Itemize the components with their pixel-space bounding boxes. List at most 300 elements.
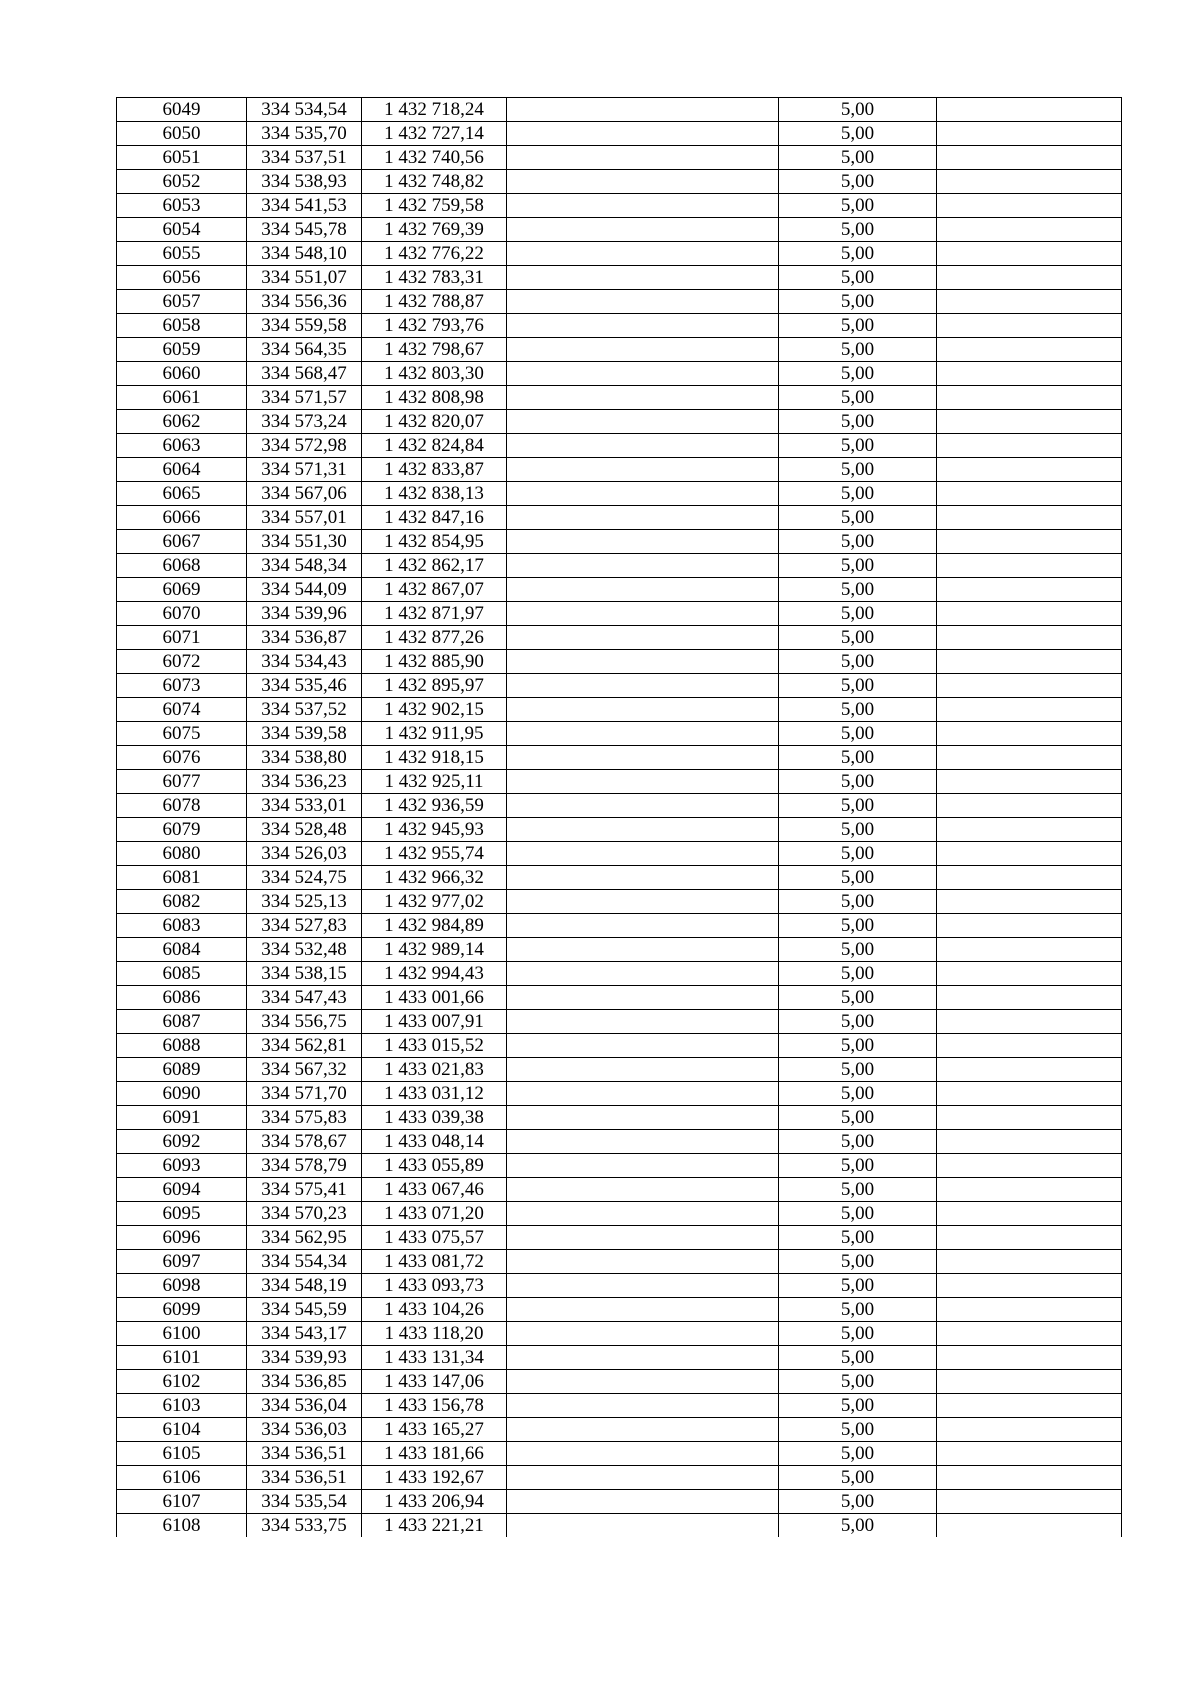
note-cell (937, 290, 1122, 314)
accuracy-cell: 5,00 (779, 722, 937, 746)
y-coordinate-cell: 1 432 925,11 (362, 770, 507, 794)
y-coordinate-cell: 1 432 824,84 (362, 434, 507, 458)
y-coordinate-cell: 1 432 854,95 (362, 530, 507, 554)
y-coordinate-cell: 1 433 075,57 (362, 1226, 507, 1250)
point-number-cell: 6057 (117, 290, 247, 314)
table-row (117, 530, 1122, 554)
table-row (117, 1346, 1122, 1370)
table-row (117, 746, 1122, 770)
table-row (117, 1418, 1122, 1442)
accuracy-cell: 5,00 (779, 1130, 937, 1154)
point-number-cell: 6098 (117, 1274, 247, 1298)
table-row (117, 890, 1122, 914)
blank-cell (507, 722, 779, 746)
note-cell (937, 674, 1122, 698)
accuracy-cell: 5,00 (779, 1346, 937, 1370)
x-coordinate-cell: 334 578,79 (247, 1154, 362, 1178)
blank-cell (507, 338, 779, 362)
note-cell (937, 146, 1122, 170)
accuracy-cell: 5,00 (779, 434, 937, 458)
note-cell (937, 938, 1122, 962)
table-row (117, 962, 1122, 986)
point-number-cell: 6087 (117, 1010, 247, 1034)
accuracy-cell: 5,00 (779, 218, 937, 242)
point-number-cell: 6069 (117, 578, 247, 602)
blank-cell (507, 434, 779, 458)
blank-cell (507, 1130, 779, 1154)
note-cell (937, 698, 1122, 722)
table-row (117, 170, 1122, 194)
x-coordinate-cell: 334 539,93 (247, 1346, 362, 1370)
note-cell (937, 362, 1122, 386)
table-row (117, 1514, 1122, 1538)
point-number-cell: 6053 (117, 194, 247, 218)
point-number-cell: 6102 (117, 1370, 247, 1394)
note-cell (937, 122, 1122, 146)
table-row (117, 1082, 1122, 1106)
accuracy-cell: 5,00 (779, 794, 937, 818)
table-row (117, 914, 1122, 938)
x-coordinate-cell: 334 527,83 (247, 914, 362, 938)
accuracy-cell: 5,00 (779, 242, 937, 266)
x-coordinate-cell: 334 534,43 (247, 650, 362, 674)
table-row (117, 938, 1122, 962)
point-number-cell: 6088 (117, 1034, 247, 1058)
accuracy-cell: 5,00 (779, 1202, 937, 1226)
blank-cell (507, 242, 779, 266)
blank-cell (507, 122, 779, 146)
blank-cell (507, 314, 779, 338)
x-coordinate-cell: 334 539,58 (247, 722, 362, 746)
accuracy-cell: 5,00 (779, 1442, 937, 1466)
table-row (117, 602, 1122, 626)
blank-cell (507, 266, 779, 290)
y-coordinate-cell: 1 432 838,13 (362, 482, 507, 506)
accuracy-cell: 5,00 (779, 1082, 937, 1106)
point-number-cell: 6107 (117, 1490, 247, 1514)
accuracy-cell: 5,00 (779, 938, 937, 962)
x-coordinate-cell: 334 567,06 (247, 482, 362, 506)
accuracy-cell: 5,00 (779, 602, 937, 626)
accuracy-cell: 5,00 (779, 674, 937, 698)
point-number-cell: 6077 (117, 770, 247, 794)
note-cell (937, 1130, 1122, 1154)
note-cell (937, 1034, 1122, 1058)
blank-cell (507, 458, 779, 482)
x-coordinate-cell: 334 548,34 (247, 554, 362, 578)
point-number-cell: 6061 (117, 386, 247, 410)
y-coordinate-cell: 1 432 895,97 (362, 674, 507, 698)
note-cell (937, 170, 1122, 194)
table-row (117, 698, 1122, 722)
accuracy-cell: 5,00 (779, 914, 937, 938)
x-coordinate-cell: 334 526,03 (247, 842, 362, 866)
accuracy-cell: 5,00 (779, 890, 937, 914)
accuracy-cell: 5,00 (779, 554, 937, 578)
x-coordinate-cell: 334 559,58 (247, 314, 362, 338)
x-coordinate-cell: 334 528,48 (247, 818, 362, 842)
y-coordinate-cell: 1 432 871,97 (362, 602, 507, 626)
y-coordinate-cell: 1 433 181,66 (362, 1442, 507, 1466)
note-cell (937, 866, 1122, 890)
blank-cell (507, 410, 779, 434)
point-number-cell: 6050 (117, 122, 247, 146)
accuracy-cell: 5,00 (779, 1298, 937, 1322)
table-row (117, 314, 1122, 338)
y-coordinate-cell: 1 433 081,72 (362, 1250, 507, 1274)
accuracy-cell: 5,00 (779, 1274, 937, 1298)
blank-cell (507, 482, 779, 506)
note-cell (937, 194, 1122, 218)
y-coordinate-cell: 1 433 015,52 (362, 1034, 507, 1058)
y-coordinate-cell: 1 432 727,14 (362, 122, 507, 146)
blank-cell (507, 1274, 779, 1298)
note-cell (937, 1250, 1122, 1274)
x-coordinate-cell: 334 571,31 (247, 458, 362, 482)
x-coordinate-cell: 334 536,03 (247, 1418, 362, 1442)
blank-cell (507, 170, 779, 194)
accuracy-cell: 5,00 (779, 1370, 937, 1394)
table-row (117, 266, 1122, 290)
point-number-cell: 6054 (117, 218, 247, 242)
y-coordinate-cell: 1 432 955,74 (362, 842, 507, 866)
accuracy-cell: 5,00 (779, 458, 937, 482)
y-coordinate-cell: 1 432 867,07 (362, 578, 507, 602)
x-coordinate-cell: 334 525,13 (247, 890, 362, 914)
blank-cell (507, 1370, 779, 1394)
blank-cell (507, 290, 779, 314)
note-cell (937, 1178, 1122, 1202)
accuracy-cell: 5,00 (779, 266, 937, 290)
point-number-cell: 6099 (117, 1298, 247, 1322)
note-cell (937, 1274, 1122, 1298)
table-row (117, 1178, 1122, 1202)
y-coordinate-cell: 1 432 984,89 (362, 914, 507, 938)
table-row (117, 650, 1122, 674)
point-number-cell: 6070 (117, 602, 247, 626)
x-coordinate-cell: 334 547,43 (247, 986, 362, 1010)
x-coordinate-cell: 334 538,15 (247, 962, 362, 986)
table-row (117, 818, 1122, 842)
point-number-cell: 6072 (117, 650, 247, 674)
blank-cell (507, 746, 779, 770)
x-coordinate-cell: 334 544,09 (247, 578, 362, 602)
table-row (117, 386, 1122, 410)
y-coordinate-cell: 1 432 820,07 (362, 410, 507, 434)
y-coordinate-cell: 1 432 994,43 (362, 962, 507, 986)
blank-cell (507, 1058, 779, 1082)
table-row (117, 1226, 1122, 1250)
note-cell (937, 1298, 1122, 1322)
point-number-cell: 6065 (117, 482, 247, 506)
note-cell (937, 506, 1122, 530)
point-number-cell: 6093 (117, 1154, 247, 1178)
blank-cell (507, 602, 779, 626)
y-coordinate-cell: 1 433 104,26 (362, 1298, 507, 1322)
point-number-cell: 6104 (117, 1418, 247, 1442)
x-coordinate-cell: 334 536,23 (247, 770, 362, 794)
blank-cell (507, 1082, 779, 1106)
blank-cell (507, 794, 779, 818)
accuracy-cell: 5,00 (779, 506, 937, 530)
accuracy-cell: 5,00 (779, 1034, 937, 1058)
note-cell (937, 1346, 1122, 1370)
accuracy-cell: 5,00 (779, 362, 937, 386)
accuracy-cell: 5,00 (779, 1490, 937, 1514)
accuracy-cell: 5,00 (779, 338, 937, 362)
blank-cell (507, 1154, 779, 1178)
accuracy-cell: 5,00 (779, 1394, 937, 1418)
x-coordinate-cell: 334 536,87 (247, 626, 362, 650)
accuracy-cell: 5,00 (779, 1154, 937, 1178)
note-cell (937, 218, 1122, 242)
table-row (117, 1130, 1122, 1154)
note-cell (937, 1322, 1122, 1346)
x-coordinate-cell: 334 533,75 (247, 1514, 362, 1538)
x-coordinate-cell: 334 548,19 (247, 1274, 362, 1298)
point-number-cell: 6105 (117, 1442, 247, 1466)
x-coordinate-cell: 334 536,85 (247, 1370, 362, 1394)
point-number-cell: 6055 (117, 242, 247, 266)
point-number-cell: 6075 (117, 722, 247, 746)
y-coordinate-cell: 1 433 156,78 (362, 1394, 507, 1418)
blank-cell (507, 1202, 779, 1226)
y-coordinate-cell: 1 432 776,22 (362, 242, 507, 266)
table-row (117, 626, 1122, 650)
table-row (117, 146, 1122, 170)
x-coordinate-cell: 334 562,95 (247, 1226, 362, 1250)
note-cell (937, 578, 1122, 602)
table-row (117, 1394, 1122, 1418)
note-cell (937, 602, 1122, 626)
note-cell (937, 1514, 1122, 1538)
accuracy-cell: 5,00 (779, 1418, 937, 1442)
note-cell (937, 1418, 1122, 1442)
y-coordinate-cell: 1 432 989,14 (362, 938, 507, 962)
blank-cell (507, 626, 779, 650)
y-coordinate-cell: 1 432 759,58 (362, 194, 507, 218)
y-coordinate-cell: 1 432 740,56 (362, 146, 507, 170)
note-cell (937, 1010, 1122, 1034)
note-cell (937, 722, 1122, 746)
note-cell (937, 458, 1122, 482)
y-coordinate-cell: 1 433 007,91 (362, 1010, 507, 1034)
table-row (117, 1466, 1122, 1490)
accuracy-cell: 5,00 (779, 578, 937, 602)
blank-cell (507, 1346, 779, 1370)
point-number-cell: 6067 (117, 530, 247, 554)
accuracy-cell: 5,00 (779, 146, 937, 170)
blank-cell (507, 1226, 779, 1250)
table-row (117, 1154, 1122, 1178)
y-coordinate-cell: 1 432 877,26 (362, 626, 507, 650)
accuracy-cell: 5,00 (779, 866, 937, 890)
table-row (117, 458, 1122, 482)
blank-cell (507, 1514, 779, 1538)
x-coordinate-cell: 334 536,04 (247, 1394, 362, 1418)
table-row (117, 482, 1122, 506)
x-coordinate-cell: 334 543,17 (247, 1322, 362, 1346)
blank-cell (507, 818, 779, 842)
note-cell (937, 98, 1122, 122)
y-coordinate-cell: 1 433 147,06 (362, 1370, 507, 1394)
note-cell (937, 914, 1122, 938)
accuracy-cell: 5,00 (779, 194, 937, 218)
table-row (117, 674, 1122, 698)
note-cell (937, 1490, 1122, 1514)
blank-cell (507, 1250, 779, 1274)
accuracy-cell: 5,00 (779, 386, 937, 410)
note-cell (937, 770, 1122, 794)
point-number-cell: 6095 (117, 1202, 247, 1226)
point-number-cell: 6062 (117, 410, 247, 434)
blank-cell (507, 530, 779, 554)
x-coordinate-cell: 334 562,81 (247, 1034, 362, 1058)
note-cell (937, 962, 1122, 986)
y-coordinate-cell: 1 433 021,83 (362, 1058, 507, 1082)
blank-cell (507, 386, 779, 410)
x-coordinate-cell: 334 545,78 (247, 218, 362, 242)
y-coordinate-cell: 1 433 165,27 (362, 1418, 507, 1442)
accuracy-cell: 5,00 (779, 1514, 937, 1538)
y-coordinate-cell: 1 432 803,30 (362, 362, 507, 386)
note-cell (937, 266, 1122, 290)
y-coordinate-cell: 1 433 001,66 (362, 986, 507, 1010)
table-row (117, 770, 1122, 794)
blank-cell (507, 362, 779, 386)
blank-cell (507, 1010, 779, 1034)
y-coordinate-cell: 1 433 031,12 (362, 1082, 507, 1106)
y-coordinate-cell: 1 432 788,87 (362, 290, 507, 314)
table-row (117, 410, 1122, 434)
table-row (117, 1370, 1122, 1394)
note-cell (937, 818, 1122, 842)
point-number-cell: 6101 (117, 1346, 247, 1370)
accuracy-cell: 5,00 (779, 530, 937, 554)
table-row (117, 1010, 1122, 1034)
point-number-cell: 6097 (117, 1250, 247, 1274)
accuracy-cell: 5,00 (779, 1010, 937, 1034)
note-cell (937, 410, 1122, 434)
note-cell (937, 1082, 1122, 1106)
x-coordinate-cell: 334 538,80 (247, 746, 362, 770)
accuracy-cell: 5,00 (779, 1058, 937, 1082)
note-cell (937, 794, 1122, 818)
blank-cell (507, 770, 779, 794)
note-cell (937, 746, 1122, 770)
blank-cell (507, 698, 779, 722)
x-coordinate-cell: 334 537,52 (247, 698, 362, 722)
y-coordinate-cell: 1 432 862,17 (362, 554, 507, 578)
y-coordinate-cell: 1 432 847,16 (362, 506, 507, 530)
y-coordinate-cell: 1 432 793,76 (362, 314, 507, 338)
y-coordinate-cell: 1 433 221,21 (362, 1514, 507, 1538)
y-coordinate-cell: 1 432 798,67 (362, 338, 507, 362)
x-coordinate-cell: 334 556,36 (247, 290, 362, 314)
table-row (117, 1202, 1122, 1226)
accuracy-cell: 5,00 (779, 770, 937, 794)
y-coordinate-cell: 1 432 769,39 (362, 218, 507, 242)
y-coordinate-cell: 1 432 945,93 (362, 818, 507, 842)
x-coordinate-cell: 334 568,47 (247, 362, 362, 386)
table-row (117, 434, 1122, 458)
accuracy-cell: 5,00 (779, 1226, 937, 1250)
x-coordinate-cell: 334 533,01 (247, 794, 362, 818)
x-coordinate-cell: 334 536,51 (247, 1442, 362, 1466)
point-number-cell: 6089 (117, 1058, 247, 1082)
point-number-cell: 6081 (117, 866, 247, 890)
accuracy-cell: 5,00 (779, 314, 937, 338)
y-coordinate-cell: 1 433 067,46 (362, 1178, 507, 1202)
accuracy-cell: 5,00 (779, 698, 937, 722)
blank-cell (507, 578, 779, 602)
y-coordinate-cell: 1 432 833,87 (362, 458, 507, 482)
y-coordinate-cell: 1 433 192,67 (362, 1466, 507, 1490)
y-coordinate-cell: 1 433 118,20 (362, 1322, 507, 1346)
table-row (117, 506, 1122, 530)
point-number-cell: 6108 (117, 1514, 247, 1538)
x-coordinate-cell: 334 571,57 (247, 386, 362, 410)
blank-cell (507, 1298, 779, 1322)
table-row (117, 194, 1122, 218)
x-coordinate-cell: 334 535,70 (247, 122, 362, 146)
blank-cell (507, 842, 779, 866)
x-coordinate-cell: 334 556,75 (247, 1010, 362, 1034)
accuracy-cell: 5,00 (779, 962, 937, 986)
point-number-cell: 6082 (117, 890, 247, 914)
x-coordinate-cell: 334 575,83 (247, 1106, 362, 1130)
point-number-cell: 6056 (117, 266, 247, 290)
x-coordinate-cell: 334 532,48 (247, 938, 362, 962)
table-row (117, 1058, 1122, 1082)
blank-cell (507, 1418, 779, 1442)
point-number-cell: 6085 (117, 962, 247, 986)
x-coordinate-cell: 334 538,93 (247, 170, 362, 194)
point-number-cell: 6063 (117, 434, 247, 458)
note-cell (937, 1058, 1122, 1082)
x-coordinate-cell: 334 535,54 (247, 1490, 362, 1514)
point-number-cell: 6092 (117, 1130, 247, 1154)
table-row (117, 1274, 1122, 1298)
x-coordinate-cell: 334 548,10 (247, 242, 362, 266)
table-row (117, 122, 1122, 146)
x-coordinate-cell: 334 541,53 (247, 194, 362, 218)
point-number-cell: 6074 (117, 698, 247, 722)
y-coordinate-cell: 1 433 093,73 (362, 1274, 507, 1298)
blank-cell (507, 98, 779, 122)
table-row (117, 1298, 1122, 1322)
blank-cell (507, 1178, 779, 1202)
table-row (117, 362, 1122, 386)
note-cell (937, 1226, 1122, 1250)
accuracy-cell: 5,00 (779, 746, 937, 770)
blank-cell (507, 506, 779, 530)
x-coordinate-cell: 334 573,24 (247, 410, 362, 434)
point-number-cell: 6052 (117, 170, 247, 194)
point-number-cell: 6096 (117, 1226, 247, 1250)
blank-cell (507, 674, 779, 698)
blank-cell (507, 146, 779, 170)
table-row (117, 338, 1122, 362)
coordinates-table-body (117, 98, 1122, 1538)
accuracy-cell: 5,00 (779, 1322, 937, 1346)
note-cell (937, 314, 1122, 338)
note-cell (937, 1154, 1122, 1178)
table-row (117, 986, 1122, 1010)
table-row (117, 842, 1122, 866)
point-number-cell: 6086 (117, 986, 247, 1010)
y-coordinate-cell: 1 432 911,95 (362, 722, 507, 746)
